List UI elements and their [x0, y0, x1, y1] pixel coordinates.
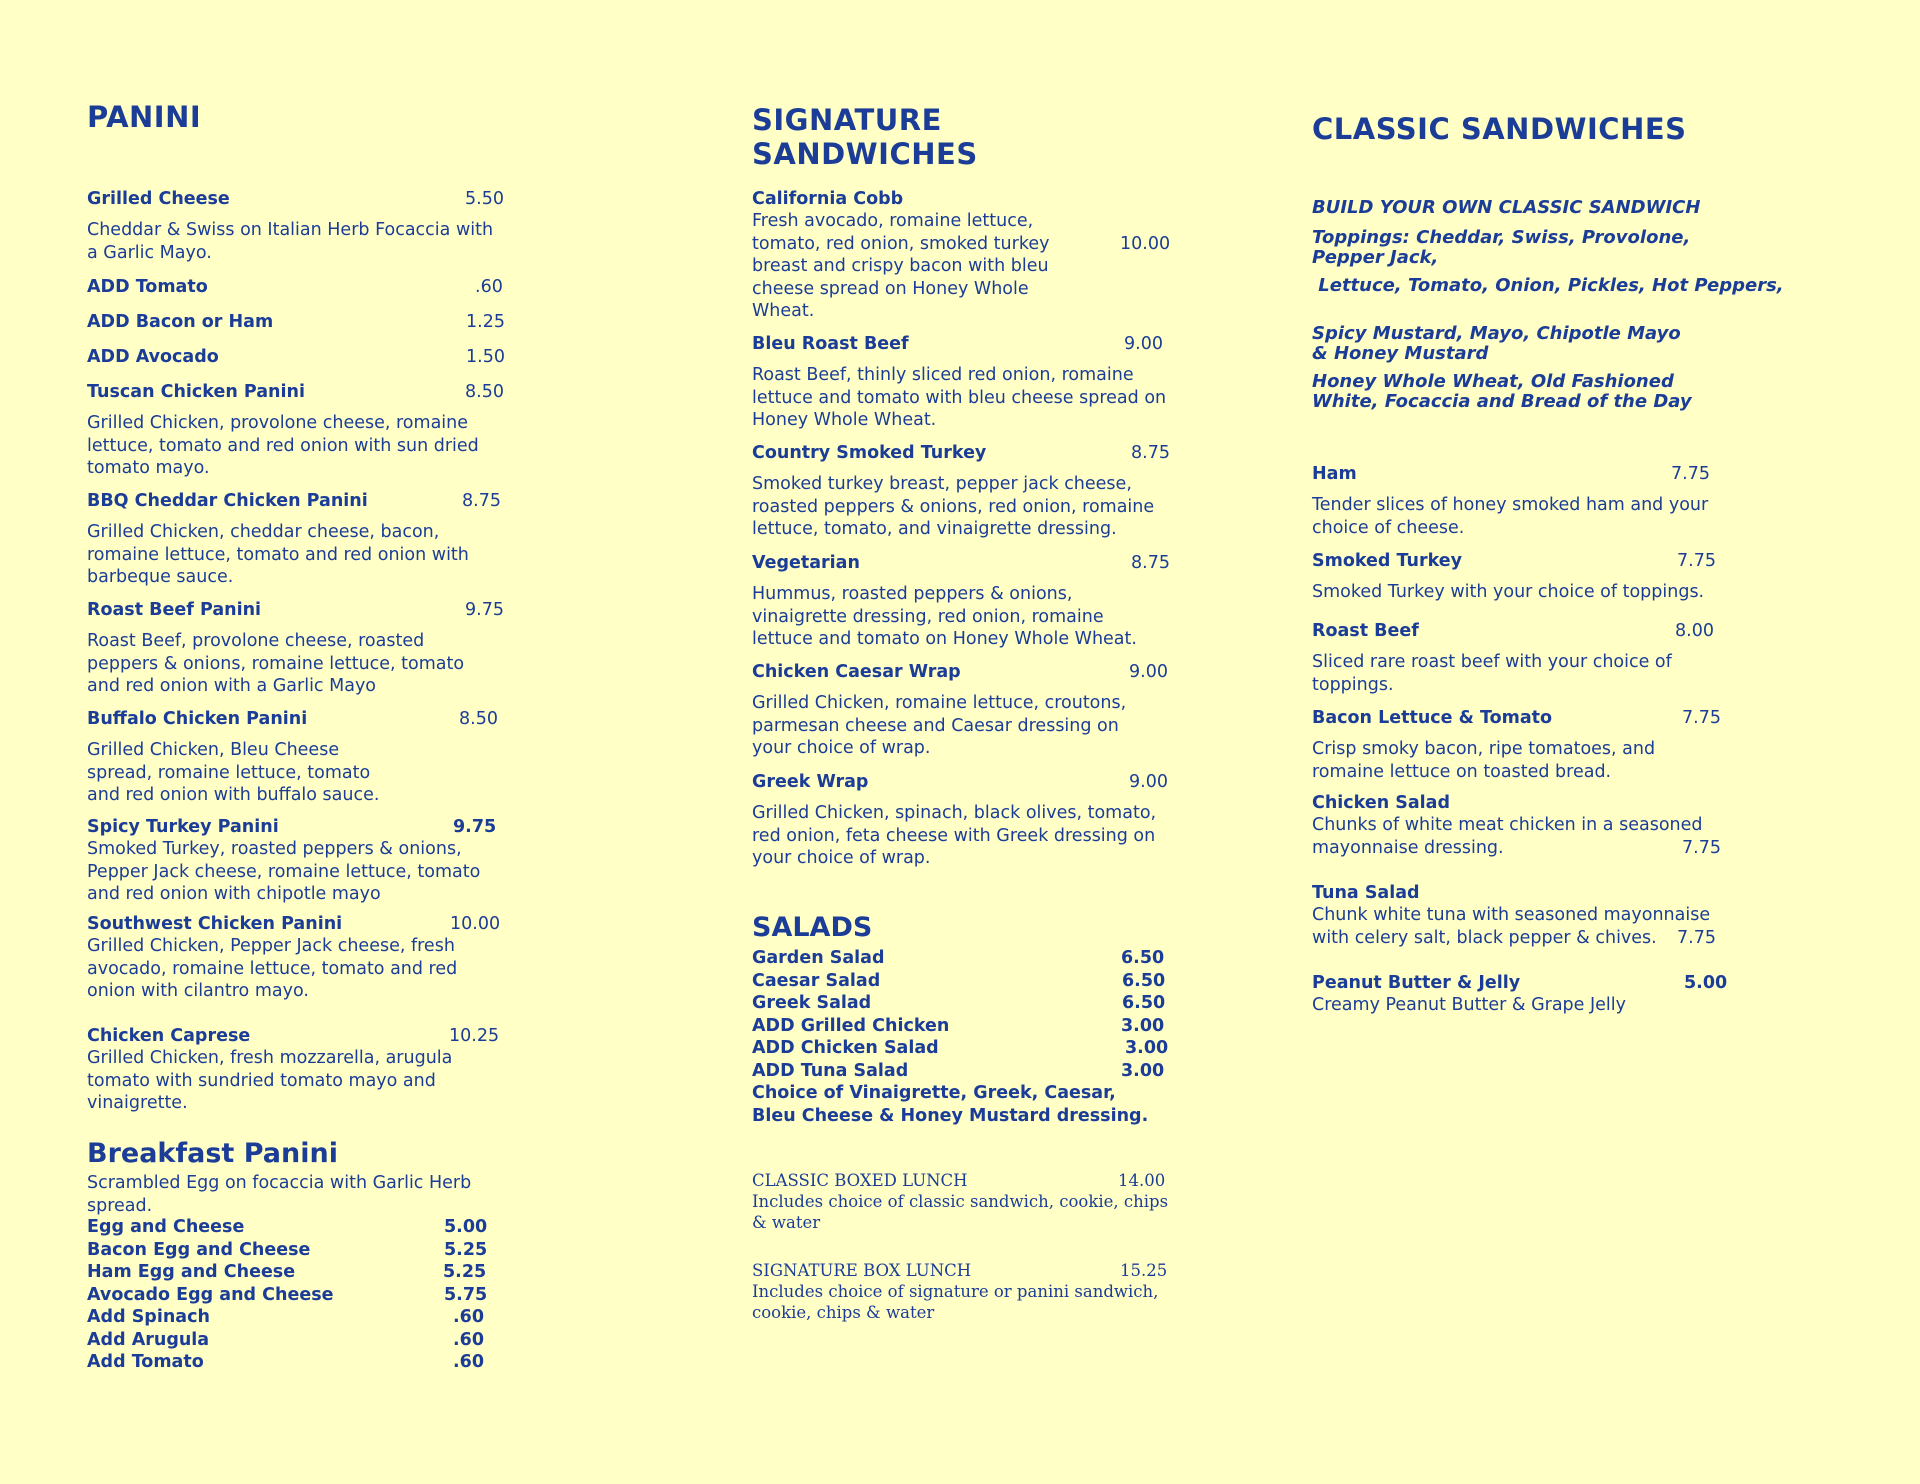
item-price: 5.75	[444, 1284, 488, 1305]
item-name: Southwest Chicken Panini	[87, 914, 343, 934]
item-name: Grilled Cheese	[87, 189, 230, 209]
item-name: Bacon Lettuce & Tomato	[1312, 708, 1553, 728]
item-name: Greek Wrap	[752, 772, 869, 792]
item-name: BBQ Cheddar Chicken Panini	[87, 491, 368, 511]
item-description: Roast Beef, provolone cheese, roasted peppers & onions, romaine lettuce, tomato and red onion with a Garlic Mayo	[87, 631, 465, 696]
item-price: 15.25	[1120, 1261, 1168, 1280]
item-price: 9.75	[453, 817, 497, 837]
item-price: 6.50	[1121, 948, 1165, 968]
item-description: Grilled Chicken, Bleu Cheese spread, romaine lettuce, tomato and red onion with buffalo sauce.	[87, 740, 380, 805]
item-price: 6.50	[1122, 970, 1166, 991]
item-price: 1.25	[466, 312, 505, 332]
item-price: 10.25	[449, 1026, 500, 1046]
menu-item	[752, 1260, 1172, 1323]
item-name: Chicken Salad	[1312, 793, 1451, 813]
list-item	[752, 1060, 1172, 1083]
menu-item	[87, 346, 505, 368]
item-name: Chicken Caprese	[87, 1026, 251, 1046]
item-description: Crisp smoky bacon, ripe tomatoes, and romaine lettuce on toasted bread.	[1312, 739, 1656, 782]
item-name: Bacon Egg and Cheese	[87, 1239, 311, 1260]
menu-item	[87, 311, 505, 333]
item-description: Creamy Peanut Butter & Grape Jelly	[1312, 995, 1626, 1015]
menu-item	[87, 1025, 500, 1115]
item-price: 3.00	[1121, 1015, 1165, 1036]
menu-item	[752, 661, 1168, 760]
menu-item	[87, 188, 504, 264]
list-item	[87, 1329, 487, 1352]
item-description: Cheddar & Swiss on Italian Herb Focaccia with a Garlic Mayo.	[87, 220, 494, 263]
item-price: 1.50	[466, 347, 505, 367]
item-name: Egg and Cheese	[87, 1217, 245, 1237]
build-breads-line: Honey Whole Wheat, Old Fashioned White, Focaccia and Bread of the Day	[1312, 371, 1692, 412]
item-price: .60	[475, 277, 503, 297]
salads-list	[752, 947, 1172, 1082]
list-item	[752, 970, 1172, 993]
item-name: Avocado Egg and Cheese	[87, 1284, 334, 1305]
item-description: Sliced rare roast beef with your choice of toppings.	[1312, 652, 1672, 695]
item-name: Garden Salad	[752, 948, 885, 968]
item-price: 8.75	[1131, 553, 1170, 573]
item-name: SIGNATURE BOX LUNCH	[752, 1261, 972, 1280]
menu-item	[1312, 550, 1732, 604]
item-price: 7.75	[1677, 551, 1716, 571]
breakfast-heading: Breakfast Panini	[87, 1138, 338, 1169]
menu-item	[87, 708, 498, 807]
item-name: Ham	[1312, 464, 1357, 484]
menu-item	[1312, 972, 1732, 1017]
menu-item	[752, 1170, 1172, 1233]
menu-item	[87, 816, 497, 906]
item-name: ADD Tomato	[87, 277, 208, 297]
menu-item	[752, 552, 1170, 651]
item-price: 7.75	[1671, 464, 1710, 484]
list-item	[752, 992, 1172, 1015]
panini-heading: PANINI	[87, 100, 202, 134]
item-description: Grilled Chicken, cheddar cheese, bacon, romaine lettuce, tomato and red onion with barbeque sauce.	[87, 522, 469, 587]
item-description: Roast Beef, thinly sliced red onion, romaine lettuce and tomato with bleu cheese spread on Honey Whole Wheat.	[752, 365, 1167, 430]
item-description: Smoked turkey breast, pepper jack cheese, roasted peppers & onions, red onion, romaine lettuce, tomato, and vinaigrette dressing.	[752, 474, 1155, 539]
item-description: Chunk white tuna with seasoned mayonnaise with celery salt, black pepper & chives.	[1312, 905, 1711, 948]
item-price: 10.00	[450, 914, 501, 934]
item-description: Grilled Chicken, spinach, black olives, tomato, red onion, feta cheese with Greek dressing on your choice of wrap.	[752, 803, 1157, 868]
item-description: Smoked Turkey with your choice of toppings.	[1312, 582, 1705, 602]
item-name: Ham Egg and Cheese	[87, 1262, 296, 1282]
item-price: 9.75	[465, 600, 504, 620]
item-name: Add Spinach	[87, 1307, 210, 1327]
item-name: Roast Beef Panini	[87, 600, 262, 620]
item-price: 9.00	[1124, 334, 1163, 354]
item-name: Smoked Turkey	[1312, 551, 1463, 571]
item-price: 6.50	[1122, 993, 1166, 1013]
menu-item	[1312, 707, 1721, 783]
item-name: ADD Bacon or Ham	[87, 312, 274, 332]
list-item	[87, 1239, 487, 1262]
menu-item	[752, 442, 1172, 541]
item-description: Grilled Chicken, romaine lettuce, croutons, parmesan cheese and Caesar dressing on your choice of wrap.	[752, 693, 1127, 758]
item-description: Hummus, roasted peppers & onions, vinaigrette dressing, red onion, romaine lettuce and tomato on Honey Whole Wheat.	[752, 584, 1137, 649]
item-name: CLASSIC BOXED LUNCH	[752, 1171, 968, 1190]
menu-item	[1312, 620, 1714, 696]
item-price: 10.00	[1120, 234, 1171, 254]
item-name: ADD Grilled Chicken	[752, 1015, 950, 1036]
build-condiments-line: Spicy Mustard, Mayo, Chipotle Mayo & Honey Mustard	[1312, 323, 1681, 364]
item-price: 7.75	[1682, 838, 1721, 858]
item-price: 5.25	[444, 1239, 488, 1260]
item-description: Includes choice of classic sandwich, cookie, chips & water	[752, 1192, 1169, 1232]
build-toppings-line: Toppings: Cheddar, Swiss, Provolone, Pepper Jack,	[1312, 227, 1691, 268]
item-price: 8.00	[1675, 621, 1714, 641]
item-price: 9.00	[1129, 662, 1168, 682]
item-name: California Cobb	[752, 189, 904, 209]
item-name: Roast Beef	[1312, 621, 1419, 641]
list-item	[752, 947, 1172, 970]
item-description: Grilled Chicken, fresh mozzarella, arugula tomato with sundried tomato mayo and vinaigrette.	[87, 1048, 453, 1113]
item-name: ADD Avocado	[87, 347, 219, 367]
item-name: Add Tomato	[87, 1352, 204, 1372]
item-description: Grilled Chicken, provolone cheese, romaine lettuce, tomato and red onion with sun dried tomato mayo.	[87, 413, 479, 478]
menu-item	[752, 771, 1172, 870]
item-name: ADD Tuna Salad	[752, 1060, 909, 1081]
item-price: 8.75	[1131, 443, 1170, 463]
item-description: Smoked Turkey, roasted peppers & onions, Pepper Jack cheese, romaine lettuce, tomato and red onion with chipotle mayo	[87, 839, 481, 904]
item-name: Vegetarian	[752, 553, 860, 573]
menu-item	[87, 276, 503, 298]
item-price: 3.00	[1121, 1060, 1165, 1081]
menu-item	[1312, 792, 1732, 859]
item-name: Country Smoked Turkey	[752, 443, 987, 463]
item-name: Chicken Caesar Wrap	[752, 662, 961, 682]
menu-item	[752, 333, 1172, 432]
item-price: 3.00	[1125, 1038, 1169, 1058]
item-name: Spicy Turkey Panini	[87, 817, 279, 837]
item-name: Tuscan Chicken Panini	[87, 382, 305, 402]
menu-item	[87, 913, 501, 1003]
item-name: Bleu Roast Beef	[752, 334, 909, 354]
item-price: 5.25	[443, 1262, 487, 1282]
item-description: Includes choice of signature or panini sandwich, cookie, chips & water	[752, 1282, 1159, 1322]
item-description: Tender slices of honey smoked ham and your choice of cheese.	[1312, 495, 1709, 538]
item-name: Peanut Butter & Jelly	[1312, 973, 1521, 993]
item-name: Buffalo Chicken Panini	[87, 709, 308, 729]
build-your-own-title: BUILD YOUR OWN CLASSIC SANDWICH	[1312, 197, 1701, 218]
menu-item	[1312, 463, 1722, 539]
item-price: 5.00	[1684, 973, 1728, 993]
item-name: Greek Salad	[752, 993, 872, 1013]
item-name: Add Arugula	[87, 1329, 210, 1350]
item-name: ADD Chicken Salad	[752, 1038, 939, 1058]
item-price: .60	[453, 1329, 485, 1350]
item-price: 5.00	[444, 1217, 488, 1237]
item-price: 5.50	[465, 189, 504, 209]
item-price: 14.00	[1118, 1171, 1166, 1190]
dressing-note: Choice of Vinaigrette, Greek, Caesar, Bleu Cheese & Honey Mustard dressing.	[752, 1083, 1149, 1126]
menu-item	[87, 599, 504, 698]
item-price: 8.50	[459, 709, 498, 729]
breakfast-description: Scrambled Egg on focaccia with Garlic Herb spread.	[87, 1173, 472, 1216]
item-description: Grilled Chicken, Pepper Jack cheese, fresh avocado, romaine lettuce, tomato and red onion with cilantro mayo.	[87, 936, 458, 1001]
list-item	[87, 1306, 487, 1329]
signature-heading: SIGNATURE SANDWICHES	[752, 103, 978, 171]
menu-item	[87, 381, 504, 480]
breakfast-list	[87, 1216, 487, 1374]
salads-heading: SALADS	[752, 912, 873, 943]
list-item	[87, 1216, 487, 1239]
item-price: 7.75	[1682, 708, 1721, 728]
menu-item	[1312, 882, 1732, 949]
menu-item	[752, 188, 1171, 323]
item-description: Fresh avocado, romaine lettuce, tomato, red onion, smoked turkey breast and crispy bacon with bleu cheese spread on Honey Whole Wheat.	[752, 211, 1050, 321]
classic-heading: CLASSIC SANDWICHES	[1312, 112, 1687, 146]
item-price: .60	[453, 1352, 485, 1372]
item-name: Caesar Salad	[752, 970, 881, 991]
menu-item	[87, 490, 501, 589]
item-price: .60	[453, 1307, 485, 1327]
list-item	[87, 1261, 487, 1284]
list-item	[87, 1284, 487, 1307]
list-item	[752, 1037, 1172, 1060]
item-name: Tuna Salad	[1312, 883, 1420, 903]
item-price: 7.75	[1677, 928, 1716, 948]
build-toppings-line: Lettuce, Tomato, Onion, Pickles, Hot Peppers,	[1312, 275, 1784, 296]
item-description: Chunks of white meat chicken in a seasoned mayonnaise dressing.	[1312, 815, 1703, 858]
item-price: 9.00	[1129, 772, 1168, 792]
list-item	[752, 1015, 1172, 1038]
list-item	[87, 1351, 487, 1374]
item-price: 8.75	[462, 491, 501, 511]
item-price: 8.50	[465, 382, 504, 402]
